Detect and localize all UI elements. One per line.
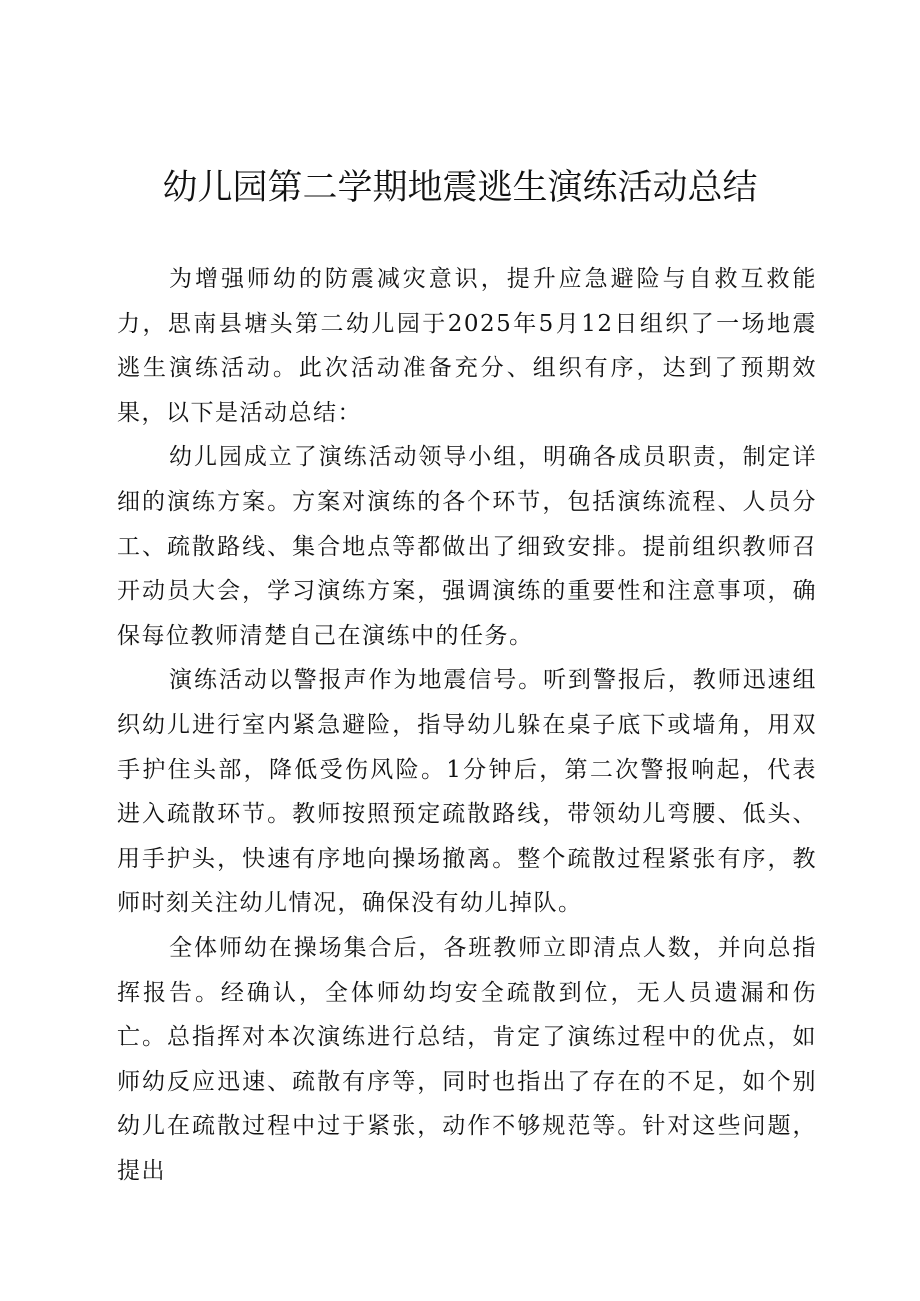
paragraph-drill-process: 演练活动以警报声作为地震信号。听到警报后，教师迅速组织幼儿进行室内紧急避险，指导幼儿躲在桌子底下或墙角，用双手护住头部，降低受伤风险。1分钟后，第二次警报响起，代表进入疏散环节。教师按照预定疏散路线，带领幼儿弯腰、低头、用手护头，快速有序地向操场撤离。整个疏散过程紧张有序，教师时刻关注幼儿情况，确保没有幼儿掉队。: [117, 667, 817, 917]
document-body: [117, 257, 817, 1193]
paragraph-preparation: 幼儿园成立了演练活动领导小组，明确各成员职责，制定详细的演练方案。方案对演练的各个环节，包括演练流程、人员分工、疏散路线、集合地点等都做出了细致安排。提前组织教师召开动员大会，学习演练方案，强调演练的重要性和注意事项，确保每位教师清楚自己在演练中的任务。: [117, 444, 817, 649]
document-title: 幼儿园第二学期地震逃生演练活动总结: [162, 168, 758, 208]
paragraph-assembly-review: 全体师幼在操场集合后，各班教师立即清点人数，并向总指挥报告。经确认，全体师幼均安全疏散到位，无人员遗漏和伤亡。总指挥对本次演练进行总结，肯定了演练过程中的优点，如师幼反应迅速、疏散有序等，同时也指出了存在的不足，如个别幼儿在疏散过程中过于紧张，动作不够规范等。针对这些问题，提出: [117, 934, 817, 1184]
paragraph-intro: 为增强师幼的防震减灾意识，提升应急避险与自救互救能力，思南县塘头第二幼儿园于2025年5月12日组织了一场地震逃生演练活动。此次活动准备充分、组织有序，达到了预期效果，以下是活动总结：: [117, 266, 817, 426]
